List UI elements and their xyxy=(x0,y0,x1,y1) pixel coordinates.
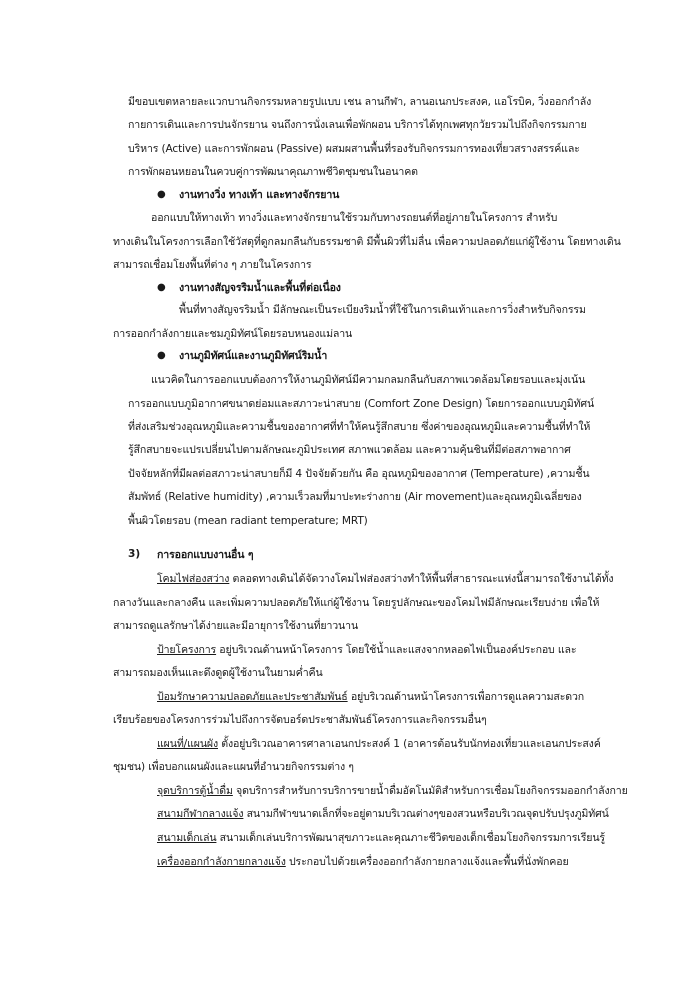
item-text: อยู่บริเวณด้านหน้าโครงการ โดยใช้น้ำและแสงจากหลอดไฟเป็นองค์ประกอบ และ xyxy=(216,644,577,656)
walkway-line-2: ทางเดินในโครงการเลือกใช้วัสดุที่ดูกลมกลืนกับธรรมชาติ มีพื้นผิวที่ไม่ลื่น เพื่อความปลอดภัยแก่ผู้ใช้งาน โดยทางเดิน xyxy=(113,236,621,248)
intro-line-4: การพักผอนหยอนในควบคู่การพัฒนาคุณภาพชีวิตชุมชนในอนาคต xyxy=(128,166,418,178)
item-outdoor-fitness xyxy=(157,855,569,869)
walkway-heading: งานทางวิ่ง ทางเท้า และทางจักรยาน xyxy=(179,189,340,201)
section-number: 3) xyxy=(128,548,141,560)
section-heading: การออกแบบงานอื่น ๆ xyxy=(157,549,254,561)
intro-line-3: บริหาร (Active) และการพักผอน (Passive) ผสมผสานพื้นที่รองรับกิจกรรมการทองเที่ยวสรางสรรค์และ xyxy=(128,143,580,155)
item-security-booth xyxy=(157,690,584,704)
item-term: ป้ายโครงการ xyxy=(157,644,217,656)
item-term: ป้อมรักษาความปลอดภัยและประชาสัมพันธ์ xyxy=(157,691,348,703)
item-text: ตลอดทางเดินได้จัดวางโคมไฟส่องสว่างทำให้พื้นที่สาธารณะแห่งนี้สามารถใช้งานได้ทั้ง xyxy=(229,573,614,585)
bullet-icon: ● xyxy=(157,189,166,200)
riverside-line-1: พื้นที่ทางสัญจรริมน้ำ มีลักษณะเป็นระเบียงริมน้ำที่ใช้ในการเดินเท้าและการวิ่งสำหรับกิจกรรม xyxy=(179,304,586,316)
landscape-line-1: แนวคิดในการออกแบบต้องการให้งานภูมิทัศน์มีความกลมกลืนกับสภาพแวดล้อมโดยรอบและมุ่งเน้น xyxy=(151,374,586,386)
item-water-station xyxy=(157,784,628,798)
item-map xyxy=(157,737,601,751)
riverside-heading: งานทางสัญจรริมน้ำและพื้นที่ต่อเนื่อง xyxy=(179,282,341,294)
item-lighting-cont-1: กลางวันและกลางคืน และเพิ่มความปลอดภัยให้แก่ผู้ใช้งาน โดยรูปลักษณะของโคมไฟมีลักษณะเรียบง่าย เพื่อให้ xyxy=(113,597,600,609)
item-term: สนามเด็กเล่น xyxy=(157,832,217,844)
item-term: แผนที่/แผนผัง xyxy=(157,738,218,750)
item-term: โคมไฟส่องสว่าง xyxy=(157,573,230,585)
landscape-line-4: รู้สึกสบายจะแปรเปลี่ยนไปตามลักษณะภูมิประเทศ สภาพแวดล้อม และความคุ้นชินที่มีต่อสภาพอากาศ xyxy=(128,444,571,456)
item-term: จุดบริการตู้น้ำดื่ม xyxy=(157,785,233,797)
landscape-line-5: ปัจจัยหลักที่มีผลต่อสภาวะน่าสบายก็มี 4 ปัจจัยด้วยกัน คือ อุณหภูมิของอากาศ (Temperature) ,ความชื้น xyxy=(128,468,590,480)
walkway-line-1: ออกแบบให้ทางเท้า ทางวิ่งและทางจักรยานใช้รวมกับทางรถยนต์ที่อยู่ภายในโครงการ สำหรับ xyxy=(151,212,558,224)
item-text: อยู่บริเวณด้านหน้าโครงการเพื่อการดูแลความสะดวก xyxy=(347,691,585,703)
bullet-icon: ● xyxy=(157,350,166,361)
item-playground xyxy=(157,831,605,845)
riverside-line-2: การออกกำลังกายและชมภูมิทัศน์โดยรอบหนองแม่ลาน xyxy=(113,328,353,340)
landscape-line-7: พื้นผิวโดยรอบ (mean radiant temperature; MRT) xyxy=(128,515,368,527)
item-term: สนามกีฬากลางแจ้ง xyxy=(157,808,244,820)
item-project-sign-cont-1: สามารถมองเห็นและดึงดูดผู้ใช้งานในยามค่ำคืน xyxy=(113,667,323,679)
item-lighting xyxy=(157,572,613,586)
item-text: สนามกีฬาขนาดเล็กที่จะอยู่ตามบริเวณต่างๆของสวนหรือบริเวณจุดปรับปรุงภูมิทัศน์ xyxy=(243,808,609,820)
item-project-sign xyxy=(157,643,576,657)
item-lighting-cont-2: สามารถดูแลรักษาได้ง่ายและมีอายุการใช้งานที่ยาวนาน xyxy=(113,620,359,632)
item-text: จุดบริการสำหรับการบริการขายน้ำดื่มอัตโนมัติสำหรับการเชื่อมโยงกิจกรรมออกกำลังกาย xyxy=(232,785,628,797)
landscape-line-2: การออกแบบภูมิอากาศขนาดย่อมและสภาวะน่าสบาย (Comfort Zone Design) โดยการออกแบบภูมิทัศน์ xyxy=(128,398,595,410)
landscape-line-3: ที่ส่งเสริมช่วงอุณหภูมิและความชื้นของอากาศที่ทำให้คนรู้สึกสบาย ซึ่งค่าของอุณหภูมิและความชื้นที่ทำให้ xyxy=(128,421,591,433)
bullet-icon: ● xyxy=(157,282,166,293)
item-outdoor-court xyxy=(157,807,609,821)
item-term: เครื่องออกกำลังกายกลางแจ้ง xyxy=(157,856,286,868)
walkway-line-3: สามารถเชื่อมโยงพื้นที่ต่าง ๆ ภายในโครงการ xyxy=(113,259,312,271)
intro-line-1: มีขอบเขตหลายละแวกบานกิจกรรมหลายรูปแบบ เชน ลานกีฬา, ลานอเนกประสงค, แอโรบิค, วิ่งออกกำลัง xyxy=(128,96,592,108)
item-text: สนามเด็กเล่นบริการพัฒนาสุขภาวะและคุณภาะชีวิตของเด็กเชื่อมโยงกิจกรรมการเรียนรู้ xyxy=(216,832,605,844)
item-security-booth-cont-1: เรียบร้อยของโครงการร่วมไปถึงการจัดบอร์ดประชาสัมพันธ์โครงการและกิจกรรมอื่นๆ xyxy=(113,714,487,726)
item-map-cont-1: ชุมชน) เพื่อบอกแผนผังและแผนที่อำนวยกิจกรรมต่าง ๆ xyxy=(113,761,354,773)
landscape-line-6: สัมพัทธ์ (Relative humidity) ,ความเร็วลมที่มาปะทะร่างกาย (Air movement)และอุณหภูมิเฉลี่ยของ xyxy=(128,491,582,503)
item-text: ตั้งอยู่บริเวณอาคารศาลาเอนกประสงค์ 1 (อาคารต้อนรับนักท่องเที่ยวและเอนกประสงค์ xyxy=(218,738,601,750)
intro-line-2: กายการเดินและการปนจักรยาน จนถึงการนั่งเลนเพื่อพักผอน บริการได้ทุกเพศทุกวัยรวมไปถึงกิจกรรมกาย xyxy=(128,119,587,131)
item-text: ประกอบไปด้วยเครื่องออกกำลังกายกลางแจ้งและพื้นที่นั่งพักคอย xyxy=(285,856,569,868)
landscape-heading: งานภูมิทัศน์และงานภูมิทัศน์ริมน้ำ xyxy=(179,350,328,362)
